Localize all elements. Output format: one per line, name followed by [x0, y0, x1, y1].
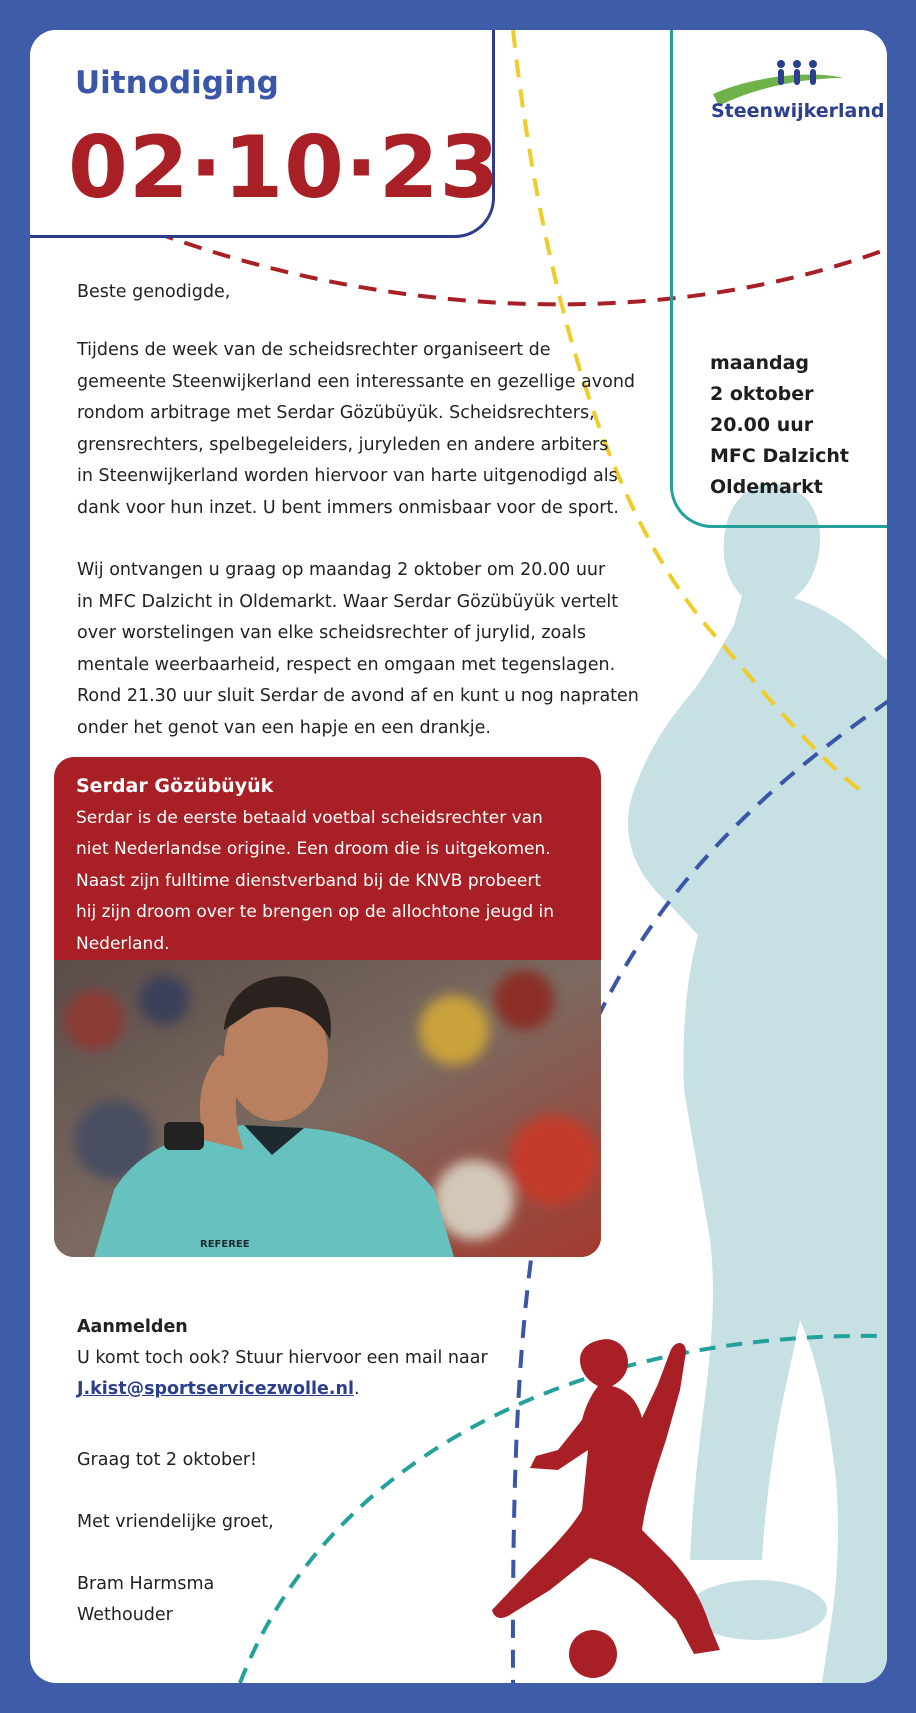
email-link[interactable]: J.kist@sportservicezwolle.nl: [77, 1379, 354, 1399]
event-venue: MFC Dalzicht: [710, 445, 849, 467]
text-line: in MFC Dalzicht in Oldemarkt. Waar Serdar Gözübüyük vertelt: [77, 591, 619, 612]
deadline-text: Graag tot 2 oktober!: [77, 1450, 258, 1470]
text-line: gemeente Steenwijkerland een interessante en gezellige avond: [77, 371, 636, 392]
text-line: mentale weerbaarheid, respect en omgaan met tegenslagen.: [77, 654, 616, 675]
intro-paragraph: [77, 335, 647, 524]
signatory-name: Bram Harmsma: [77, 1574, 215, 1594]
text-line: onder het genot van een hapje en een drankje.: [77, 717, 491, 738]
email-suffix: .: [353, 1379, 360, 1399]
signup-email-line: [77, 1374, 637, 1405]
bio-line: Naast zijn fulltime dienstverband bij de KNVB probeert: [76, 870, 542, 891]
referee-badge: REFEREE: [200, 1239, 250, 1250]
greeting: Beste genodigde,: [77, 282, 231, 302]
player-silhouette: [628, 484, 887, 1683]
bio-line: hij zijn droom over te brengen op de allochtone jeugd in: [76, 902, 555, 922]
text-line: in Steenwijkerland worden hiervoor van harte uitgenodigd als: [77, 466, 618, 486]
speaker-name: Serdar Gözübüyük: [76, 775, 274, 797]
speaker-bio: [76, 771, 586, 960]
signup-heading: Aanmelden: [77, 1317, 188, 1337]
event-date: 2 oktober: [710, 383, 814, 405]
text-line: Wij ontvangen u graag op maandag 2 oktober om 20.00 uur: [77, 560, 606, 580]
details-paragraph: [77, 555, 647, 744]
text-line: Tijdens de week van de scheidsrechter organiseert de: [77, 340, 551, 360]
event-time: 20.00 uur: [710, 414, 814, 436]
referee-photo: [54, 960, 601, 1257]
closing-section: [77, 1445, 274, 1631]
invitation-label: Uitnodiging: [75, 65, 279, 101]
event-details: [710, 348, 849, 503]
bio-line: Serdar is de eerste betaald voetbal scheidsrechter van: [76, 807, 543, 828]
text-line: Rond 21.30 uur sluit Serdar de avond af en kunt u nog napraten: [77, 686, 639, 706]
invitation-page: [30, 30, 887, 1683]
signup-text: U komt toch ook? Stuur hiervoor een mail naar: [77, 1348, 488, 1368]
signup-section: [77, 1312, 637, 1405]
signatory-title: Wethouder: [77, 1605, 173, 1625]
regards-text: Met vriendelijke groet,: [77, 1512, 274, 1532]
event-date-heading: 02·10·23: [68, 118, 501, 218]
event-day: maandag: [710, 352, 809, 374]
speaker-bio-box: [54, 757, 601, 1257]
text-line: dank voor hun inzet. U bent immers onmisbaar voor de sport.: [77, 497, 619, 518]
text-line: grensrechters, spelbegeleiders, juryleden en andere arbiters: [77, 434, 609, 455]
text-line: rondom arbitrage met Serdar Gözübüyük. Scheidsrechters,: [77, 403, 595, 423]
bio-line: niet Nederlandse origine. Een droom die is uitgekomen.: [76, 839, 551, 859]
text-line: over worstelingen van elke scheidsrechter of jurylid, zoals: [77, 623, 586, 643]
event-place: Oldemarkt: [710, 476, 823, 498]
logo-wordmark: Steenwijkerland: [711, 100, 885, 122]
football: [569, 1630, 617, 1678]
bio-line: Nederland.: [76, 933, 170, 954]
